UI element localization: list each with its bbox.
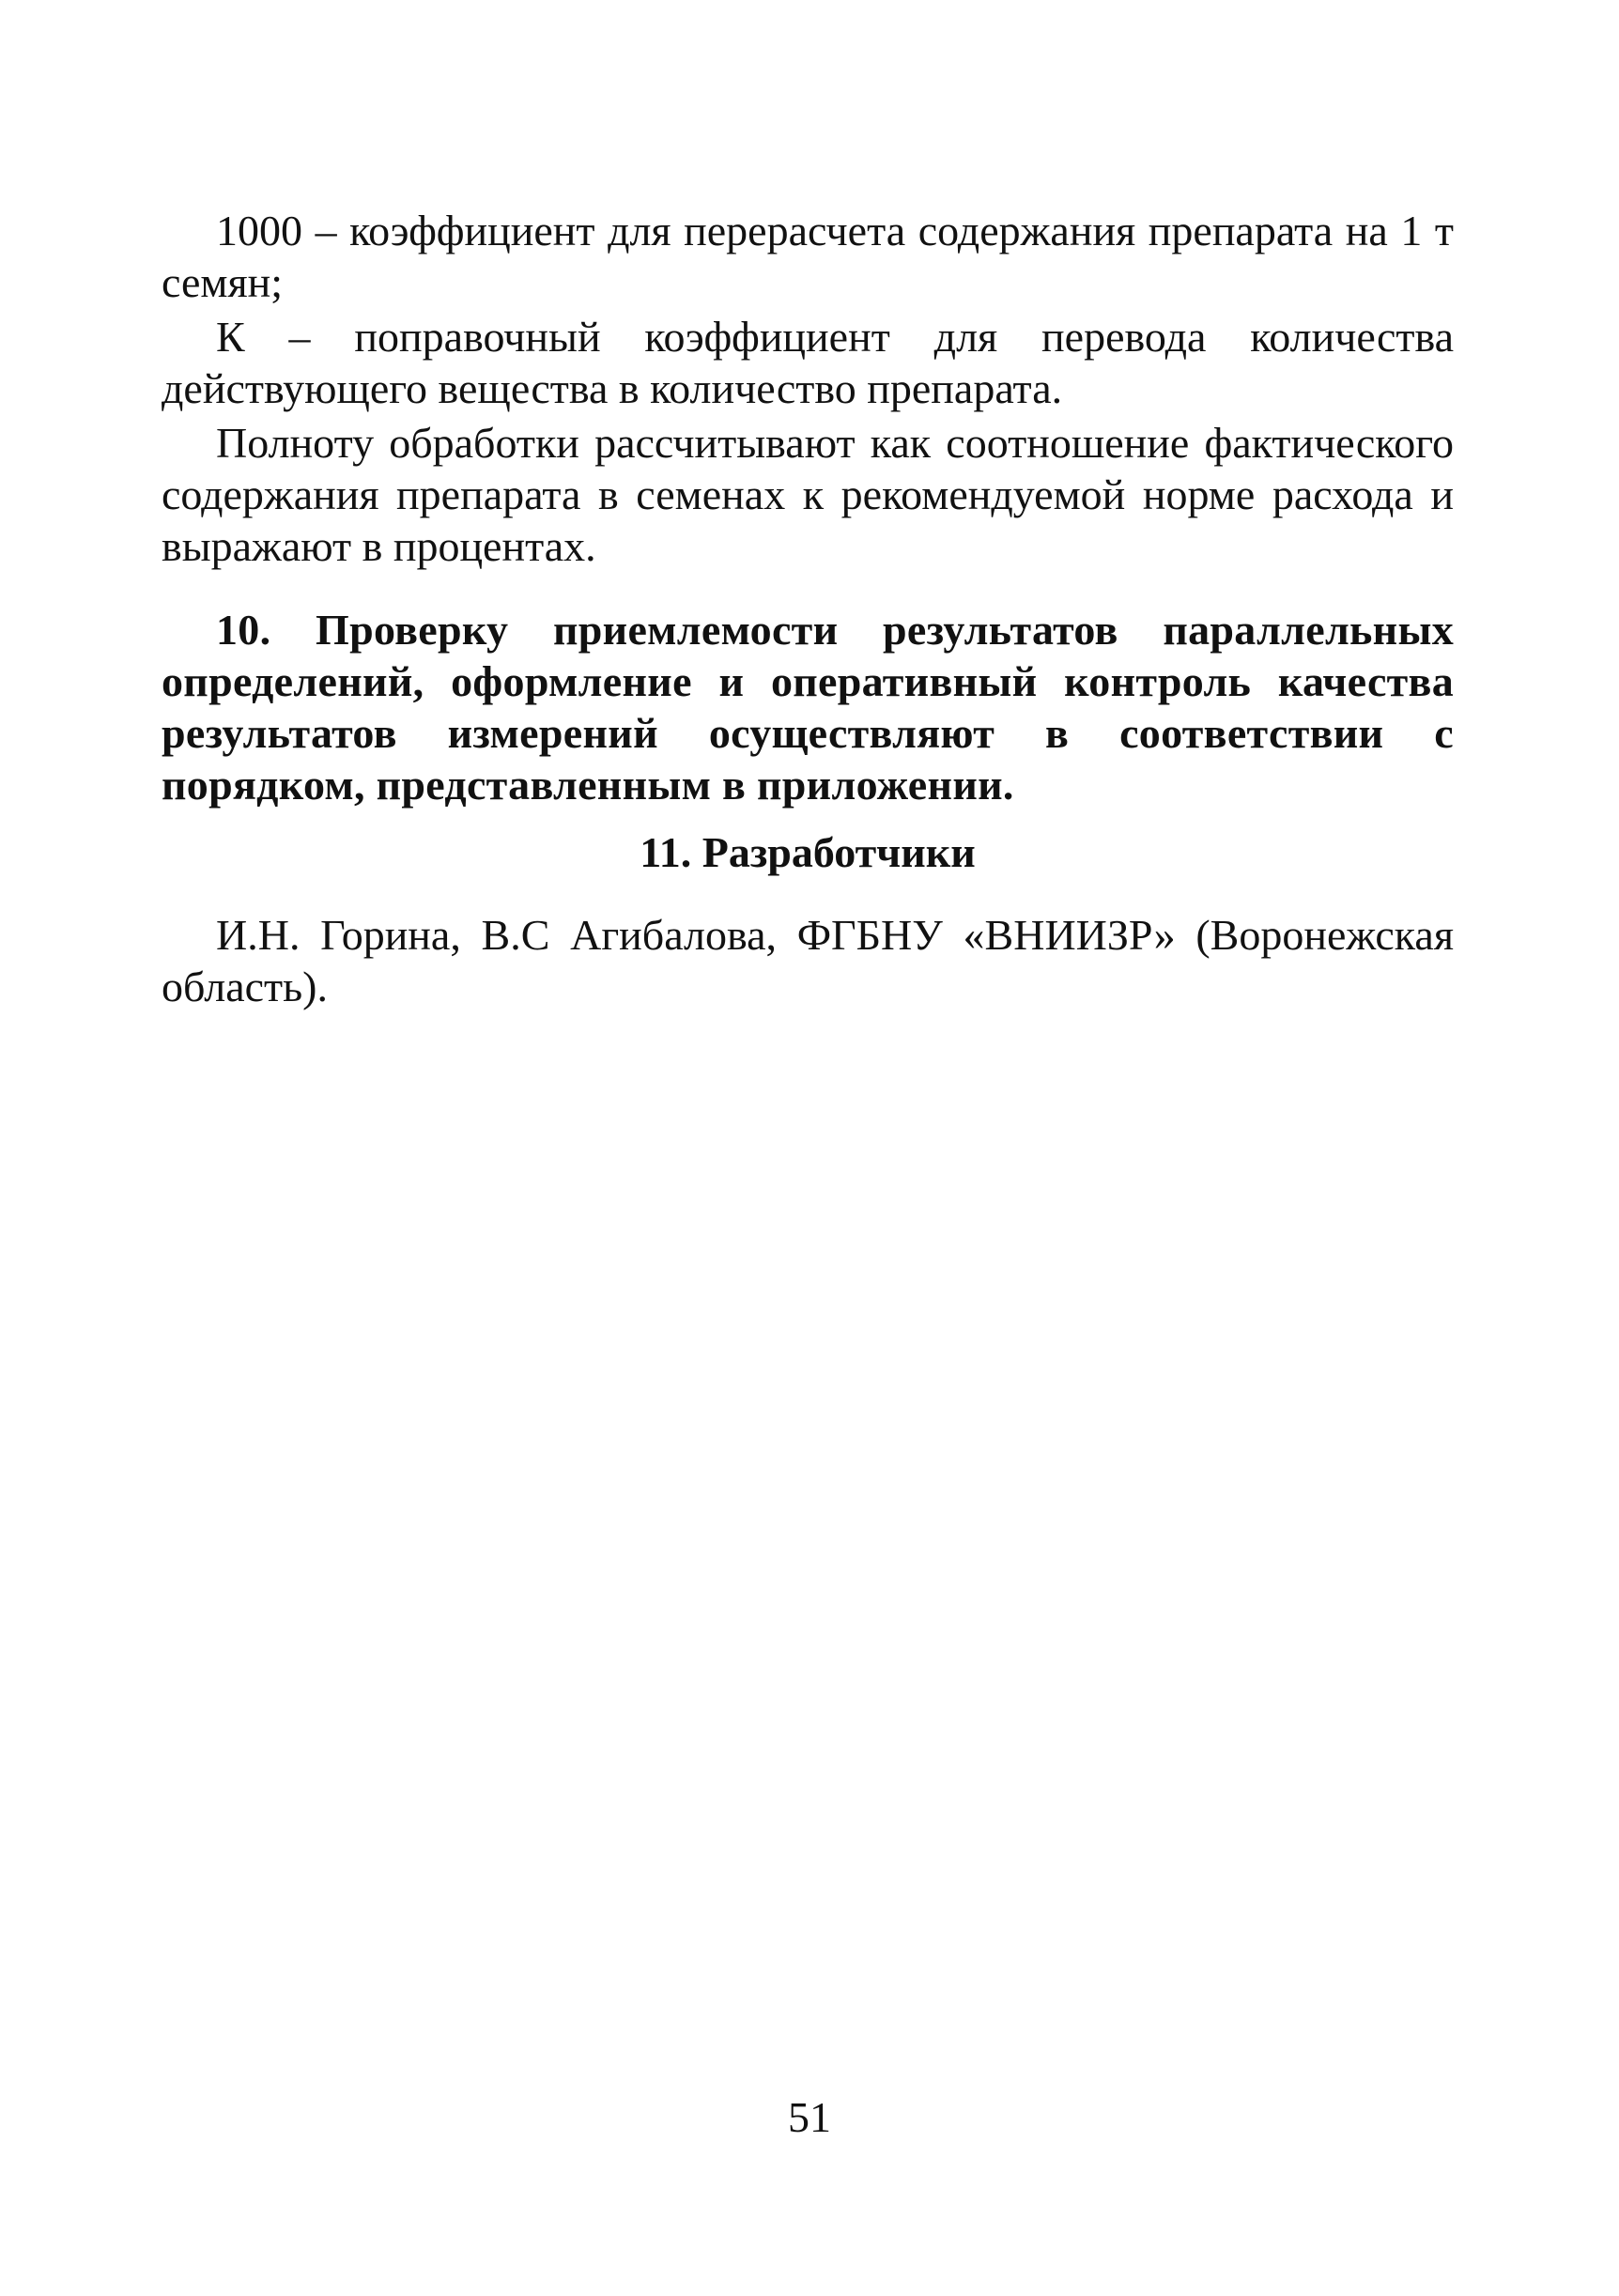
paragraph-completeness: Полноту обработки рассчитывают как соотношение фактического содержания препарата в семенах к рекомендуемой норме расхода и выражают в процентах.	[162, 419, 1454, 570]
section-10-text: 10. Проверку приемлемости результатов параллельных определений, оформление и оперативный контроль качества результатов измерений осуществляют в соответствии с порядком, представленным в приложении.	[162, 606, 1454, 809]
body-text	[162, 205, 1454, 572]
paragraph-coefficient-k: К – поправочный коэффициент для перевода количества действующего вещества в количество препарата.	[162, 313, 1454, 412]
section-11-body	[162, 909, 1454, 1012]
page-number: 51	[788, 2093, 831, 2141]
section-11-heading: 11. Разработчики	[640, 828, 976, 876]
paragraph-coefficient-1000: 1000 – коэффициент для перерасчета содержания препарата на 1 т семян;	[162, 207, 1454, 306]
section-10	[162, 604, 1454, 810]
developers-paragraph: И.Н. Горина, В.С Агибалова, ФГБНУ «ВНИИЗР» (Воронежская область).	[162, 911, 1454, 1010]
section-11	[162, 826, 1454, 878]
